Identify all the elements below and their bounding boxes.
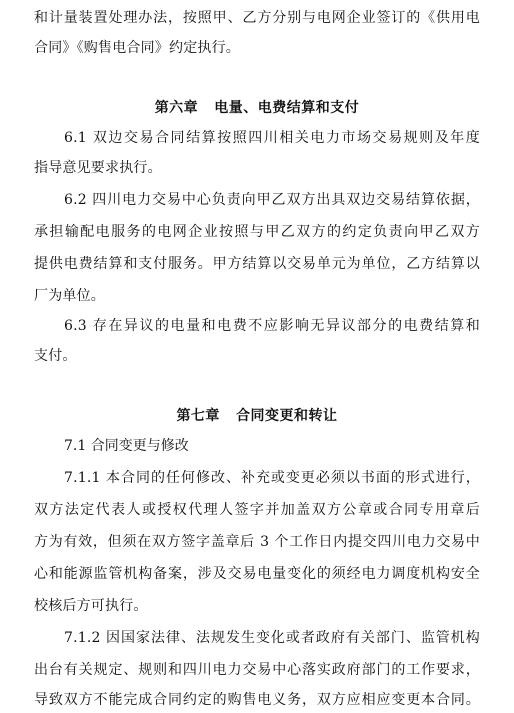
chapter-7-title: 第七章 合同变更和转让 — [176, 408, 338, 424]
clause-7-1-1-line-1: 7.1.1 本合同的任何修改、补充或变更必须以书面的形式进行， — [64, 470, 480, 486]
intro-line-2: 合同》《购售电合同》约定执行。 — [34, 40, 240, 56]
clause-7-1-2-line-2: 出台有关规定、规则和四川电力交易中心落实政府部门的工作要求， — [34, 662, 480, 678]
clause-6-2-line-4: 厂为单位。 — [34, 288, 105, 304]
section-7-1-heading: 7.1 合同变更与修改 — [64, 438, 189, 454]
clause-7-1-2-line-1: 7.1.2 因国家法律、法规发生变化或者政府有关部门、监管机构 — [64, 630, 480, 646]
clause-7-1-1-line-5: 校核后方可执行。 — [34, 598, 148, 614]
clause-7-1-1-line-4: 心和能源监管机构备案，涉及交易电量变化的须经电力调度机构安全 — [34, 566, 480, 582]
clause-6-2-line-3: 提供电费结算和支付服务。甲方结算以交易单元为单位，乙方结算以 — [34, 256, 480, 272]
clause-6-1-line-2: 指导意见要求执行。 — [34, 160, 162, 176]
clause-7-1-1-line-2: 双方法定代表人或授权代理人签字并加盖双方公章或合同专用章后 — [34, 502, 480, 518]
clause-6-3-line-1: 6.3 存在异议的电量和电费不应影响无异议部分的电费结算和 — [64, 318, 480, 334]
clause-6-2-line-2: 承担输配电服务的电网企业按照与甲乙双方的约定负责向甲乙双方 — [34, 224, 480, 240]
clause-7-1-2-line-3: 导致双方不能完成合同约定的购售电义务，双方应相应变更本合同。 — [34, 692, 480, 708]
clause-6-2-line-1: 6.2 四川电力交易中心负责向甲乙双方出具双边交易结算依据， — [64, 192, 480, 208]
chapter-6-title: 第六章 电量、电费结算和支付 — [154, 100, 360, 116]
clause-6-3-line-2: 支付。 — [34, 348, 77, 364]
intro-line-1: 和计量装置处理办法，按照甲、乙方分别与电网企业签订的《供用电 — [34, 10, 480, 26]
clause-6-1-line-1: 6.1 双边交易合同结算按照四川相关电力市场交易规则及年度 — [64, 130, 480, 146]
clause-7-1-1-line-3: 方为有效，但须在双方签字盖章后 3 个工作日内提交四川电力交易中 — [34, 534, 480, 550]
